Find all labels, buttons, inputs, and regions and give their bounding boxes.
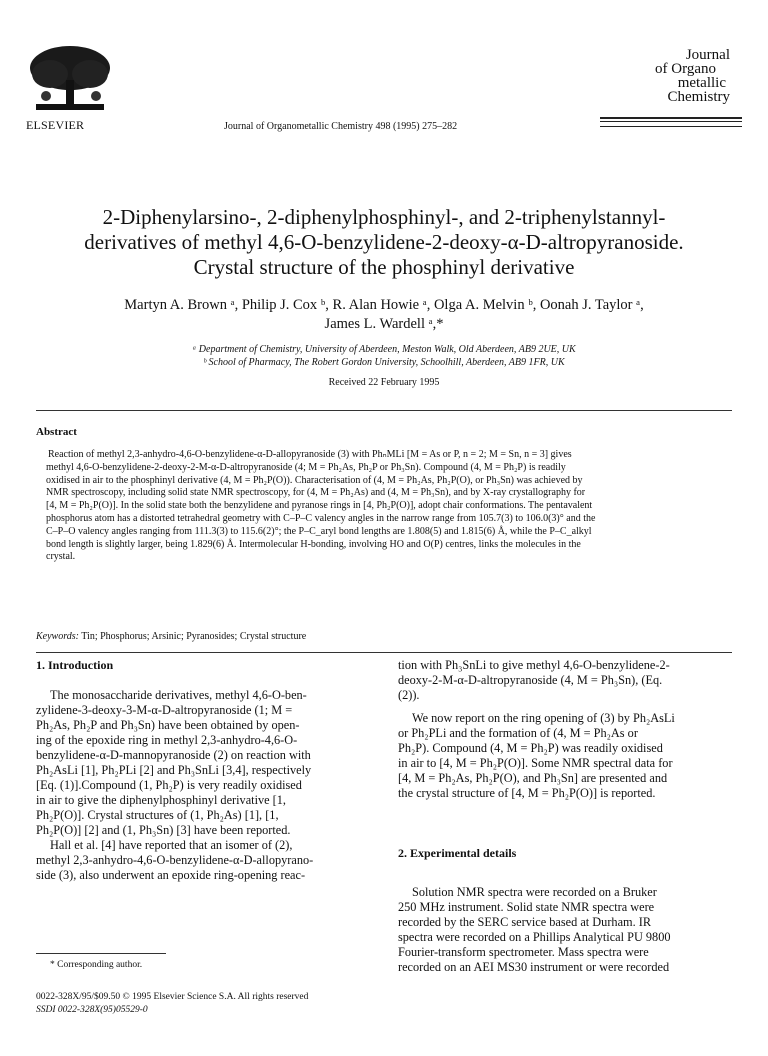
text-line: Fourier-transform spectrometer. Mass spectra were [398, 945, 649, 959]
text-line: Ph₂P(O)] [2] and (1, Ph₃Sn) [3] have been reported. [36, 823, 291, 837]
header-rule [600, 121, 742, 122]
text-line: Solution NMR spectra were recorded on a Bruker [412, 885, 657, 899]
affiliation: ᵇ School of Pharmacy, The Robert Gordon University, Schoolhill, Aberdeen, AB9 1FR, UK [203, 357, 565, 368]
text-line: (2)). [398, 688, 420, 702]
text-line: methyl 2,3-anhydro-4,6-O-benzylidene-α-D-allopyrano- [36, 853, 314, 867]
text-line: tion with Ph₃SnLi to give methyl 4,6-O-benzylidene-2- [398, 658, 670, 672]
title-line: 2-Diphenylarsino-, 2-diphenylphosphinyl-, and 2-triphenylstannyl- [102, 205, 666, 229]
footnote-rule [36, 953, 166, 954]
journal-citation: Journal of Organometallic Chemistry 498 (1995) 275–282 [224, 121, 458, 132]
divider [36, 410, 732, 411]
text-line: 250 MHz instrument. Solid state NMR spectra were [398, 900, 655, 914]
abstract-line: methyl 4,6-O-benzylidene-2-deoxy-2-M-α-D-altropyranoside (4; M = Ph₂As, Ph₂P or Ph₃Sn). Compound (4, M = Ph₂P) is readily [46, 461, 566, 473]
text-line: or Ph₂PLi and the formation of (4, M = Ph₂As or [398, 726, 638, 740]
text-line: [4, M = Ph₂As, Ph₂P(O), and Ph₃Sn] are presented and [398, 771, 668, 785]
text-line: recorded by the SERC service based at Durham. IR [398, 915, 652, 929]
text-line: Ph₂P(O)]. Crystal structures of (1, Ph₂As) [1], [1, [36, 808, 279, 822]
header-rule [600, 126, 742, 127]
text-line: Ph₂As, Ph₂P and Ph₃Sn) have been obtained by open- [36, 718, 300, 732]
journal-logo-line: Journal [685, 47, 730, 63]
abstract-line: [4, M = Ph₂P(O)]. In the solid state both the benzylidene and pyranose rings in [4, Ph₂P(O)], adopt chair conformations. The pentavalent [46, 500, 593, 512]
text-line: The monosaccharide derivatives, methyl 4,6-O-ben- [50, 688, 307, 702]
authors [40, 296, 728, 334]
affiliation: ᵃ Department of Chemistry, University of Aberdeen, Meston Walk, Old Aberdeen, AB9 2UE, UK [192, 344, 576, 355]
copyright [36, 991, 308, 1016]
right-column-para-2 [398, 711, 732, 801]
journal-logo [600, 48, 730, 114]
text-line: deoxy-2-M-α-D-altropyranoside (4, M = Ph₃Sn), (Eq. [398, 673, 663, 687]
ssdi-line: SSDI 0022-328X(95)05529-0 [36, 1004, 148, 1015]
paper-title [40, 205, 728, 280]
header-rule [600, 117, 742, 119]
keywords-text: Tin; Phosphorus; Arsinic; Pyranosides; Crystal structure [81, 631, 307, 642]
text-line: Ph₂AsLi [1], Ph₂PLi [2] and Ph₃SnLi [3,4], respectively [36, 763, 312, 777]
text-line: side (3), also underwent an epoxide ring-opening reac- [36, 868, 306, 882]
received-date: Received 22 February 1995 [328, 377, 440, 388]
section-heading-introduction: 1. Introduction [36, 658, 114, 672]
affiliations [40, 343, 728, 369]
journal-logo-line: Chemistry [667, 89, 730, 105]
text-line: in air to give the diphenylphosphinyl derivative [1, [36, 793, 286, 807]
journal-logo-line: of Organo [655, 61, 716, 77]
journal-logo-line: metallic [677, 75, 726, 91]
elsevier-tree-logo [26, 44, 114, 116]
abstract-heading: Abstract [36, 426, 77, 438]
abstract-line: crystal. [46, 551, 76, 563]
abstract-line: bond length is slightly larger, being 1.829(6) Å. Intermolecular H-bonding, involving HO and O(P) centres, links the molecules in the [46, 538, 581, 550]
text-line: in air to [4, M = Ph₂P(O)]. Some NMR spectral data for [398, 756, 673, 770]
title-line: derivatives of methyl 4,6-O-benzylidene-2-deoxy-α-D-altropyranoside. [84, 230, 684, 254]
text-line: Hall et al. [4] have reported that an isomer of (2), [50, 838, 293, 852]
authors-line: Martyn A. Brown ᵃ, Philip J. Cox ᵇ, R. Alan Howie ᵃ, Olga A. Melvin ᵇ, Oonah J. Taylor ᵃ, [124, 297, 644, 313]
abstract-line: phosphorus atom has a distorted tetrahedral geometry with C–P–C valency angles in the narrow range from 105.7(3) to 106.0(3)° and the [46, 512, 596, 524]
text-line: We now report on the ring opening of (3) by Ph₂AsLi [412, 711, 675, 725]
authors-line: James L. Wardell ᵃ,* [324, 316, 444, 332]
abstract-line: NMR spectroscopy, including solid state NMR spectroscopy, for (4, M = Ph₂As) and (4, M = Ph₃Sn), and by X-ray crystallography for [46, 487, 586, 499]
text-line: [Eq. (1)].Compound (1, Ph₂P) is very readily oxidised [36, 778, 302, 792]
copyright-line: 0022-328X/95/$09.50 © 1995 Elsevier Science S.A. All rights reserved [36, 992, 309, 1002]
abstract-line: C–P–O valency angles ranging from 111.3(3) to 115.6(2)°; the P–C_aryl bond lengths are 1.808(5) and 1.815(6) Å, while the P–C_alkyl [46, 525, 592, 537]
right-column-para-1 [398, 658, 732, 703]
abstract-line: Reaction of methyl 2,3-anhydro-4,6-O-benzylidene-α-D-allopyranoside (3) with PhₙMLi [M = As or P, n = 2; M = Sn, n = 3] gives [48, 449, 572, 460]
text-line: spectra were recorded on a Phillips Analytical PU 9800 [398, 930, 671, 944]
keywords [36, 631, 306, 642]
text-line: ing of the epoxide ring in methyl 2,3-anhydro-4,6-O- [36, 733, 298, 747]
text-line: benzylidene-α-D-mannopyranoside (2) on reaction with [36, 748, 311, 762]
text-line: zylidene-3-deoxy-3-M-α-D-altropyranoside (1; M = [36, 703, 293, 717]
divider [36, 652, 732, 653]
footnote-corresponding-author: * Corresponding author. [50, 960, 143, 970]
title-line: Crystal structure of the phosphinyl derivative [193, 255, 575, 279]
introduction-text [36, 688, 372, 883]
text-line: recorded on an AEI MS30 instrument or were recorded [398, 960, 670, 974]
text-line: the crystal structure of [4, M = Ph₂P(O)] is reported. [398, 786, 656, 800]
keywords-label: Keywords: [36, 631, 79, 642]
abstract-body [36, 449, 730, 564]
right-column-para-3 [398, 885, 732, 975]
text-line: Ph₂P). Compound (4, M = Ph₂P) was readily oxidised [398, 741, 663, 755]
section-heading-experimental: 2. Experimental details [398, 846, 517, 860]
abstract-line: oxidised in air to the phosphinyl derivative (4, M = Ph₂P(O)). Characterisation of (4, M = Ph₂As, Ph₂P(O), or Ph₃Sn) was achieved by [46, 474, 583, 486]
publisher-name: ELSEVIER [26, 118, 85, 132]
